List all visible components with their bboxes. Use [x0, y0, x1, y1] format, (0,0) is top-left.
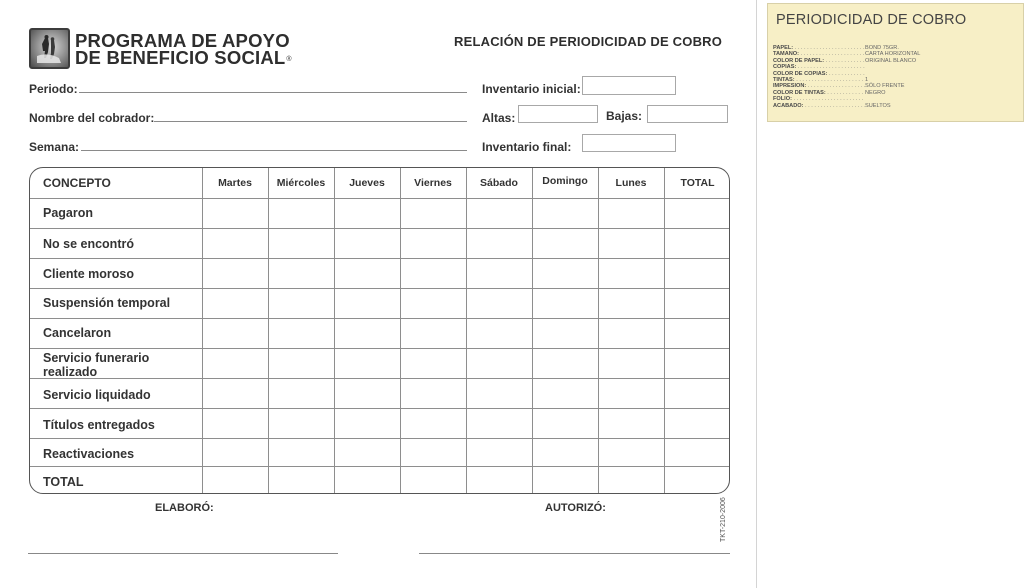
concept-table [29, 167, 730, 494]
spec-key: FOLIO: . . . [773, 96, 865, 102]
spec-key: COLOR DE TINTAS: . . . [773, 90, 865, 96]
row-label-no-se-encontro: No se encontró [43, 237, 134, 251]
row-label-reactivaciones: Reactivaciones [43, 447, 135, 461]
elaboro-label: ELABORÓ: [155, 502, 214, 514]
column-header-miercoles: Miércoles [276, 177, 326, 189]
brand-line-1: PROGRAMA DE APOYO [75, 30, 290, 51]
column-divider [664, 168, 665, 493]
row-label-titulos-entregados: Títulos entregados [43, 418, 155, 432]
document-title: RELACIÓN DE PERIODICIDAD DE COBRO [454, 34, 723, 49]
row-label-servicio-liquidado: Servicio liquidado [43, 388, 151, 402]
row-label-cliente-moroso: Cliente moroso [43, 267, 134, 281]
spec-value: SUELTOS [865, 102, 891, 109]
row-label-pagaron: Pagaron [43, 206, 94, 220]
column-divider [202, 168, 203, 493]
row-label-cancelaron: Cancelaron [43, 326, 112, 340]
semana-label: Semana: [29, 140, 80, 154]
column-header-viernes: Viernes [414, 177, 452, 189]
bajas-field[interactable] [647, 105, 728, 123]
registered-mark: ® [286, 55, 292, 63]
concept-header: CONCEPTO [43, 176, 111, 190]
row-divider [30, 318, 729, 319]
spec-key: COLOR DE PAPEL: . . . [773, 58, 865, 64]
periodo-field[interactable] [79, 92, 467, 93]
autorizo-label: AUTORIZÓ: [545, 502, 606, 514]
spec-key: COLOR DE COPIAS: . . . [773, 71, 865, 77]
spec-key: TAMAÑO: . . . [773, 51, 865, 57]
brand-line-2: DE BENEFICIO SOCIAL® [75, 47, 292, 68]
row-divider [30, 438, 729, 439]
column-header-lunes: Lunes [615, 177, 647, 189]
column-header-total: TOTAL [680, 177, 715, 189]
inventario-inicial-field[interactable] [582, 76, 676, 95]
column-divider [466, 168, 467, 493]
row-divider [30, 198, 729, 199]
spec-title: PERIODICIDAD DE COBRO [776, 12, 967, 28]
row-divider [30, 258, 729, 259]
row-divider [30, 408, 729, 409]
spec-value: SÓLO FRENTE [865, 83, 905, 90]
nombre-cobrador-label: Nombre del cobrador: [29, 111, 155, 125]
brand-name [75, 32, 292, 68]
spec-key: COPIAS: . . . [773, 64, 865, 70]
spec-key: TINTAS: . . . [773, 77, 865, 83]
form-code: TKT-210-2006 [720, 497, 727, 542]
spec-key: ACABADO: . . . [773, 103, 865, 109]
spec-key: IMPRESIÓN: . . . [773, 83, 865, 89]
column-divider [598, 168, 599, 493]
column-header-martes: Martes [218, 177, 252, 189]
spec-key: PAPEL: . . . [773, 45, 865, 51]
print-spec-panel [767, 3, 1024, 122]
column-divider [532, 168, 533, 493]
logo-icon [29, 28, 70, 69]
row-label-total: TOTAL [43, 475, 84, 489]
bajas-label: Bajas: [606, 109, 643, 123]
spec-value: BOND 75GR. [865, 45, 899, 51]
autorizo-signature-line[interactable] [419, 553, 730, 554]
altas-field[interactable] [518, 105, 598, 123]
periodo-label: Periodo: [29, 82, 78, 96]
nombre-cobrador-field[interactable] [154, 121, 467, 122]
altas-label: Altas: [482, 111, 516, 125]
inventario-final-label: Inventario final: [482, 140, 572, 154]
spec-row-acabado [773, 103, 920, 109]
semana-field[interactable] [81, 150, 467, 151]
column-divider [400, 168, 401, 493]
inventario-final-field[interactable] [582, 134, 676, 152]
column-divider [268, 168, 269, 493]
row-label-line: realizado [43, 365, 98, 379]
spec-value: 1 [865, 76, 869, 83]
spec-value: ORIGINAL BLANCO [865, 57, 917, 64]
spec-value: NEGRO [865, 89, 886, 96]
row-divider [30, 288, 729, 289]
column-header-jueves: Jueves [349, 177, 385, 189]
spec-value: CARTA HORIZONTAL [865, 51, 921, 58]
row-divider [30, 348, 729, 349]
elaboro-signature-line[interactable] [28, 553, 338, 554]
row-label-suspension-temporal: Suspensión temporal [43, 296, 171, 310]
column-divider [334, 168, 335, 493]
column-header-domingo: Domingo [542, 175, 588, 187]
spec-list [773, 45, 920, 109]
inventario-inicial-label: Inventario inicial: [482, 82, 581, 96]
row-divider [30, 228, 729, 229]
row-label-servicio-funerario [43, 351, 149, 379]
row-divider [30, 466, 729, 467]
column-header-sabado: Sábado [480, 177, 518, 189]
row-label-line: Servicio funerario [43, 351, 150, 365]
